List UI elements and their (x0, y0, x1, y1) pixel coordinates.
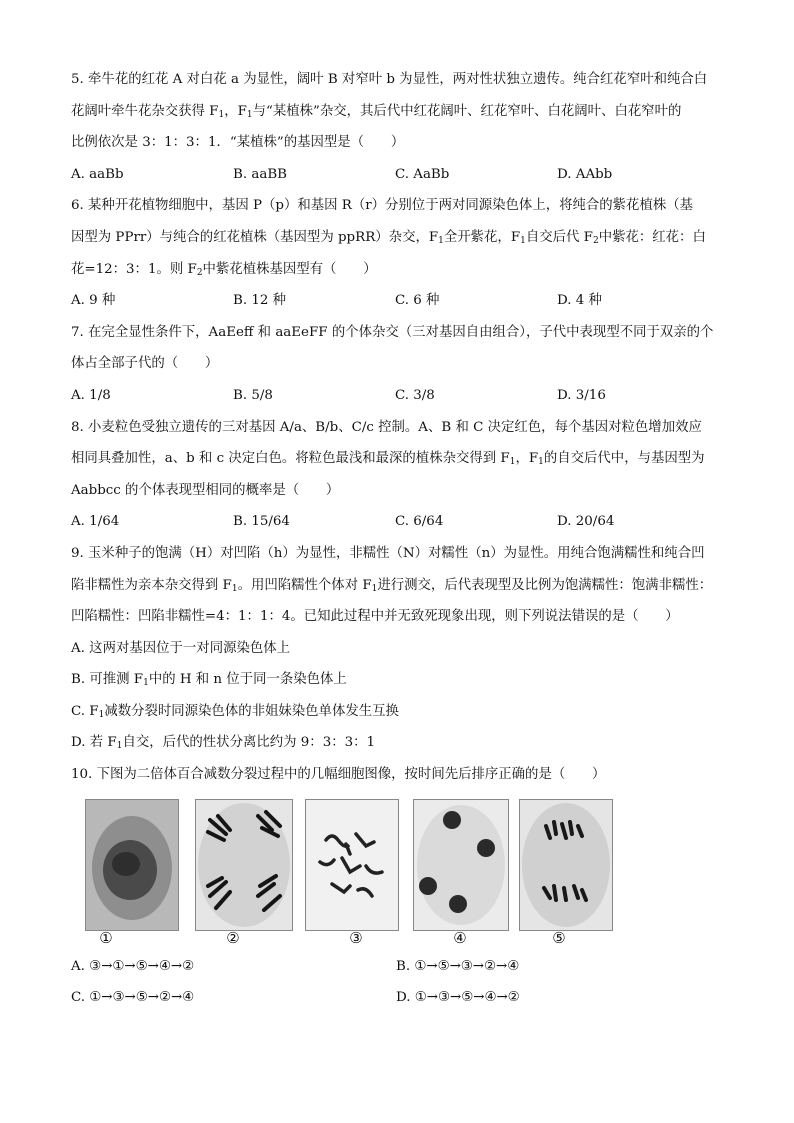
cell-images (71, 799, 723, 951)
q7-option-d[interactable]: D. 3/16 (557, 387, 606, 403)
q7-option-b[interactable]: B. 5/8 (233, 387, 273, 403)
q6-option-d[interactable]: D. 4 种 (557, 293, 602, 309)
cell-label-2: ② (226, 928, 240, 947)
q5-line-2: 花阔叶牵牛花杂交获得 $F_1$，$F_1$与“某植株”杂交，其后代中红花阔叶、红花窄叶、白花阔叶、白花窄叶的 (71, 103, 682, 120)
q9-line-1: 9. 玉米种子的饱满（H）对凹陷（h）为显性，非糯性（N）对糯性（n）为显性。用纯合饱满糯性和纯合凹 (71, 545, 705, 561)
q5-line-3: 比例依次是 3：1：3：1．“某植株”的基因型是（ ） (71, 135, 405, 151)
cell-label-4: ④ (453, 928, 467, 947)
q6-line-2: 因型为 PPrr）与纯合的红花植株（基因型为 ppRR）杂交，$F_1$全开紫花，$F_1$自交后代 $F_2$中紫花：红花：白 (71, 229, 706, 246)
q10-options-row-2 (71, 982, 723, 1014)
q7-options (71, 380, 723, 412)
cell-label-1: ① (99, 928, 113, 947)
q9-option-c[interactable]: C. $F_1$减数分裂时同源染色体的非姐妹染色单体发生互换 (71, 703, 399, 720)
q7-option-a[interactable]: A. 1/8 (71, 387, 111, 403)
q10-options-row-1 (71, 951, 723, 983)
cell-5-graphic (520, 800, 612, 930)
q8-option-a[interactable]: A. 1/64 (71, 514, 120, 530)
q10-line-1: 10. 下图为二倍体百合减数分裂过程中的几幅细胞图像，按时间先后排序正确的是（ ） (71, 767, 606, 783)
cell-label-3: ③ (349, 928, 363, 947)
q9-option-b[interactable]: B. 可推测 $F_1$中的 H 和 n 位于同一条染色体上 (71, 672, 347, 689)
question-6 (71, 190, 723, 316)
q5-option-d[interactable]: D. AAbb (557, 166, 613, 182)
q9-line-3: 凹陷糯性：凹陷非糯性=4：1：1：4。已知此过程中并无致死现象出现，则下列说法错误的是（ ） (71, 609, 679, 625)
cell-2-graphic (196, 800, 292, 930)
q8-option-d[interactable]: D. 20/64 (557, 514, 615, 530)
q6-line-1: 6. 某种开花植物细胞中，基因 P（p）和基因 R（r）分别位于两对同源染色体上，将纯合的紫花植株（基 (71, 198, 694, 214)
q8-options (71, 506, 723, 538)
q9-option-d[interactable]: D. 若 $F_1$自交，后代的性状分离比约为 9：3：3：1 (71, 735, 376, 752)
q6-line-3: 花=12：3：1。则 $F_2$中紫花植株基因型有（ ） (71, 261, 377, 278)
question-8 (71, 412, 723, 538)
cell-image-5 (519, 799, 613, 931)
cell-image-3 (305, 799, 399, 931)
q6-option-b[interactable]: B. 12 种 (233, 293, 287, 309)
q5-line-1: 5. 牵牛花的红花 A 对白花 a 为显性，阔叶 B 对窄叶 b 为显性，两对性状独立遗传。纯合红花窄叶和纯合白 (71, 72, 708, 87)
q9-option-a[interactable]: A. 这两对基因位于一对同源染色体上 (71, 640, 291, 656)
q7-line-2: 体占全部子代的（ ） (71, 356, 219, 372)
q6-option-a[interactable]: A. 9 种 (71, 293, 116, 309)
cell-image-4 (413, 799, 509, 931)
exam-page (71, 64, 723, 1014)
q10-option-d[interactable]: D. ①→③→⑤→④→② (396, 990, 520, 1006)
q7-option-c[interactable]: C. 3/8 (395, 387, 435, 403)
q8-option-b[interactable]: B. 15/64 (233, 514, 290, 530)
question-9 (71, 538, 723, 759)
q6-options (71, 285, 723, 317)
question-5 (71, 64, 723, 190)
question-7 (71, 317, 723, 412)
q8-line-1: 8. 小麦粒色受独立遗传的三对基因 A/a、B/b、C/c 控制。A、B 和 C 决定红色，每个基因对粒色增加效应 (71, 419, 702, 435)
cell-image-2 (195, 799, 293, 931)
cell-4-graphic (414, 800, 508, 930)
q6-option-c[interactable]: C. 6 种 (395, 293, 440, 309)
q8-option-c[interactable]: C. 6/64 (395, 514, 444, 530)
q10-option-a[interactable]: A. ③→①→⑤→④→② (71, 958, 195, 974)
q10-option-b[interactable]: B. ①→⑤→③→②→④ (396, 958, 520, 974)
q8-line-2: 相同具叠加性，a、b 和 c 决定白色。将粒色最浅和最深的植株杂交得到 $F_1$，$F_1$的自交后代中，与基因型为 (71, 451, 705, 468)
q5-option-c[interactable]: C. AaBb (395, 166, 450, 182)
q7-line-1: 7. 在完全显性条件下，AaEeff 和 aaEeFF 的个体杂交（三对基因自由组合），子代中表现型不同于双亲的个 (71, 324, 714, 340)
q5-options (71, 159, 723, 191)
q5-option-a[interactable]: A. aaBb (71, 166, 124, 182)
question-10 (71, 759, 723, 1014)
q9-line-2: 陷非糯性为亲本杂交得到 $F_1$。用凹陷糯性个体对 $F_1$进行测交，后代表现型及比例为饱满糯性：饱满非糯性： (71, 577, 713, 594)
q10-option-c[interactable]: C. ①→③→⑤→②→④ (71, 990, 195, 1006)
q5-option-b[interactable]: B. aaBB (233, 166, 288, 182)
cell-3-graphic (306, 800, 398, 930)
cell-image-1 (85, 799, 179, 931)
cell-1-graphic (86, 800, 178, 930)
cell-label-5: ⑤ (552, 928, 566, 947)
q8-line-3: Aabbcc 的个体表现型相同的概率是（ ） (71, 482, 340, 498)
